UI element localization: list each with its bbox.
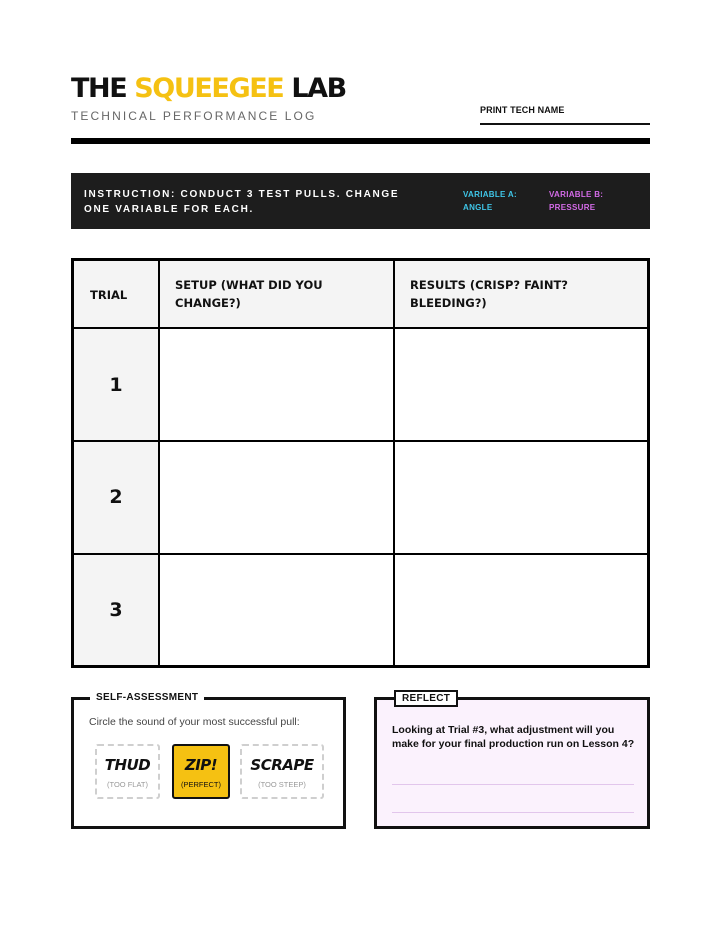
answer-line[interactable] (392, 812, 634, 813)
page-title (71, 72, 346, 106)
column-divider (158, 261, 160, 665)
sound-word: SCRAPE (250, 756, 314, 774)
sound-word: THUD (104, 756, 151, 774)
variable-b (549, 188, 603, 214)
reflect-question: Looking at Trial #3, what adjustment will you make for your final production run on Lesson 4? (392, 724, 635, 750)
page-header (71, 72, 346, 123)
trial-number-3: 3 (109, 599, 123, 621)
self-assessment-prompt: Circle the sound of your most successful pull: (89, 716, 300, 728)
page-subtitle: TECHNICAL PERFORMANCE LOG (71, 109, 317, 123)
sound-option-zip[interactable] (172, 744, 230, 799)
variable-a (463, 188, 517, 214)
reflect-card (374, 693, 650, 829)
tech-name-line[interactable] (480, 123, 650, 125)
trial-number-2: 2 (109, 486, 123, 508)
sound-note: (TOO FLAT) (107, 780, 148, 789)
column-divider (393, 261, 395, 665)
instruction-text: INSTRUCTION: CONDUCT 3 TEST PULLS. CHANGE ONE VARIABLE FOR EACH. (84, 189, 400, 215)
header-trial: TRIAL (90, 288, 128, 302)
variable-a-value: ANGLE (463, 203, 493, 212)
header-setup: SETUP (WHAT DID YOU CHANGE?) (175, 278, 323, 310)
self-assessment-tag: SELF-ASSESSMENT (90, 690, 204, 706)
variable-a-label: VARIABLE A: (463, 190, 517, 199)
title-accent: SQUEEGEE (134, 73, 284, 104)
answer-line[interactable] (392, 784, 634, 785)
self-assessment-card (71, 692, 346, 829)
header-results: RESULTS (CRISP? FAINT? BLEEDING?) (410, 278, 568, 310)
sound-option-thud[interactable] (95, 744, 160, 799)
variable-b-value: PRESSURE (549, 203, 596, 212)
tech-name-label: PRINT TECH NAME (480, 105, 565, 115)
title-part-1: THE (71, 73, 135, 104)
sound-note: (PERFECT) (181, 780, 221, 789)
reflect-tag: REFLECT (394, 690, 458, 707)
variable-b-label: VARIABLE B: (549, 190, 604, 199)
trial-log-table (71, 258, 650, 668)
instruction-banner (71, 173, 650, 229)
title-part-2: LAB (283, 73, 346, 104)
sound-option-scrape[interactable] (240, 744, 324, 799)
header-rule (71, 138, 650, 144)
sound-note: (TOO STEEP) (258, 780, 306, 789)
sound-word: ZIP! (184, 756, 218, 774)
tech-name-field[interactable] (480, 105, 650, 125)
trial-number-1: 1 (109, 374, 123, 396)
